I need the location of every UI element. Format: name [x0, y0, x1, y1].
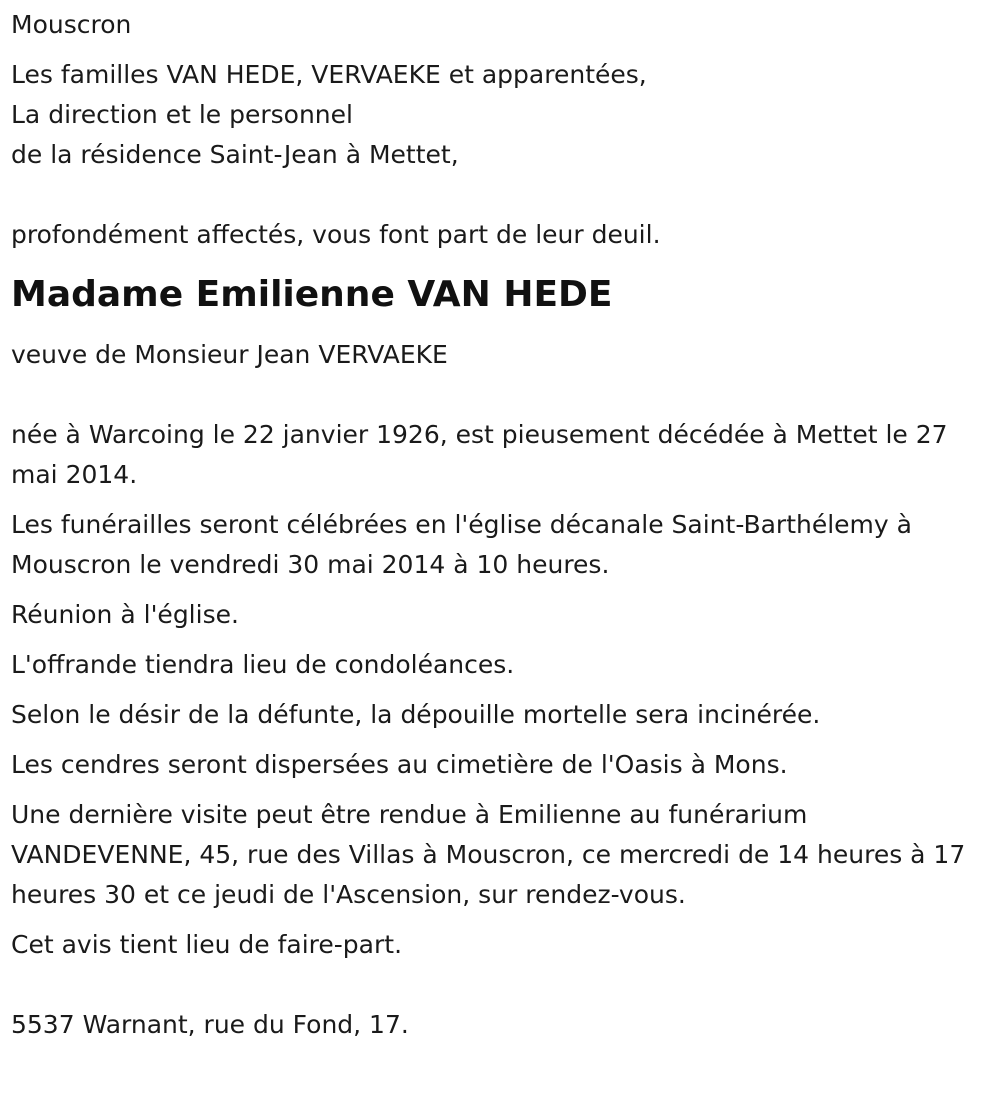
sentiment-line: profondément affectés, vous font part de leur deuil. [11, 220, 661, 249]
spacer [11, 785, 986, 795]
widow-line: veuve de Monsieur Jean VERVAEKE [11, 340, 448, 369]
funeral-notice [11, 0, 986, 1045]
city-heading: Mouscron [11, 10, 132, 39]
born-died-paragraph: née à Warcoing le 22 janvier 1926, est pieusement décédée à Mettet le 27 mai 2014. [11, 420, 948, 489]
spacer [11, 685, 986, 695]
offering-paragraph: L'offrande tiendra lieu de condoléances. [11, 650, 515, 679]
address-line: 5537 Warnant, rue du Fond, 17. [11, 1010, 409, 1039]
ashes-paragraph: Les cendres seront dispersées au cimetière de l'Oasis à Mons. [11, 750, 788, 779]
visit-paragraph: Une dernière visite peut être rendue à Emilienne au funérarium VANDEVENNE, 45, rue des Villas à Mouscron, ce mercredi de 14 heures à 17 heures 30 et ce jeudi de l'Ascension, sur rendez-vous. [11, 800, 966, 909]
spacer [11, 585, 986, 595]
announcer-line: de la résidence Saint-Jean à Mettet, [11, 140, 459, 169]
spacer [11, 175, 986, 215]
meeting-paragraph: Réunion à l'église. [11, 600, 239, 629]
spacer [11, 635, 986, 645]
announcer-line: La direction et le personnel [11, 100, 353, 129]
spacer [11, 495, 986, 505]
spacer [11, 325, 986, 335]
announcer-line: Les familles VAN HEDE, VERVAEKE et apparentées, [11, 60, 647, 89]
spacer [11, 45, 986, 55]
spacer [11, 255, 986, 265]
spacer [11, 915, 986, 925]
deceased-name: Madame Emilienne VAN HEDE [11, 274, 613, 315]
spacer [11, 965, 986, 1005]
cremation-paragraph: Selon le désir de la défunte, la dépouille mortelle sera incinérée. [11, 700, 821, 729]
notice-note-paragraph: Cet avis tient lieu de faire-part. [11, 930, 403, 959]
spacer [11, 735, 986, 745]
funeral-paragraph: Les funérailles seront célébrées en l'église décanale Saint-Barthélemy à Mouscron le vendredi 30 mai 2014 à 10 heures. [11, 510, 912, 579]
spacer [11, 375, 986, 415]
